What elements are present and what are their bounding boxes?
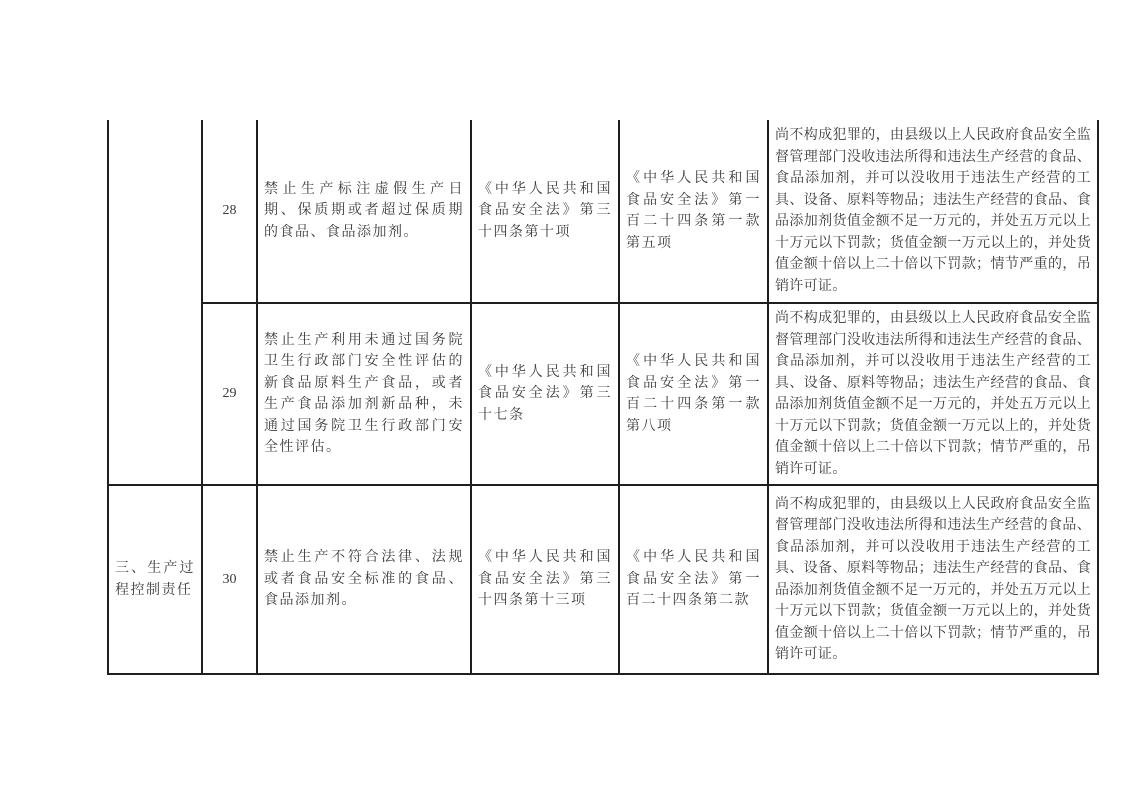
table-row-28 bbox=[108, 120, 1098, 303]
table-row-30 bbox=[108, 485, 1098, 674]
penalty-basis-cell: 《中华人民共和国食品安全法》第一百二十四条第一款第八项 bbox=[619, 303, 768, 485]
penalty-content-cell: 尚不构成犯罪的，由县级以上人民政府食品安全监督管理部门没收违法所得和违法生产经营的食品、食品添加剂，并可以没收用于违法生产经营的工具、设备、原料等物品；违法生产经营的食品、食品添加剂货值金额不足一万元的，并处五万元以上十万元以下罚款；货值金额一万元以上的，并处货值金额十倍以上二十倍以下罚款；情节严重的，吊销许可证。 bbox=[768, 485, 1098, 674]
violation-basis-cell: 《中华人民共和国食品安全法》第三十四条第十项 bbox=[471, 120, 619, 303]
prohibition-cell: 禁止生产利用未通过国务院卫生行政部门安全性评估的新食品原料生产食品，或者生产食品添加剂新品种，未通过国务院卫生行政部门安全性评估。 bbox=[257, 303, 471, 485]
violation-basis-cell: 《中华人民共和国食品安全法》第三十七条 bbox=[471, 303, 619, 485]
violation-basis-cell: 《中华人民共和国食品安全法》第三十四条第十三项 bbox=[471, 485, 619, 674]
table-row-29 bbox=[108, 303, 1098, 485]
regulation-table bbox=[107, 120, 1099, 675]
row-number-cell: 28 bbox=[202, 120, 257, 303]
row-number-cell: 29 bbox=[202, 303, 257, 485]
penalty-basis-cell: 《中华人民共和国食品安全法》第一百二十四条第二款 bbox=[619, 485, 768, 674]
penalty-content-cell: 尚不构成犯罪的，由县级以上人民政府食品安全监督管理部门没收违法所得和违法生产经营的食品、食品添加剂，并可以没收用于违法生产经营的工具、设备、原料等物品；违法生产经营的食品、食品添加剂货值金额不足一万元的，并处五万元以上十万元以下罚款；货值金额一万元以上的，并处货值金额十倍以上二十倍以下罚款；情节严重的，吊销许可证。 bbox=[768, 303, 1098, 485]
row-number-cell: 30 bbox=[202, 485, 257, 674]
prohibition-cell: 禁止生产标注虚假生产日期、保质期或者超过保质期的食品、食品添加剂。 bbox=[257, 120, 471, 303]
prohibition-cell: 禁止生产不符合法律、法规或者食品安全标准的食品、食品添加剂。 bbox=[257, 485, 471, 674]
category-cell: 三、生产过程控制责任 bbox=[108, 485, 202, 674]
penalty-basis-cell: 《中华人民共和国食品安全法》第一百二十四条第一款第五项 bbox=[619, 120, 768, 303]
category-cell-empty bbox=[108, 120, 202, 485]
penalty-content-cell: 尚不构成犯罪的，由县级以上人民政府食品安全监督管理部门没收违法所得和违法生产经营的食品、食品添加剂，并可以没收用于违法生产经营的工具、设备、原料等物品；违法生产经营的食品、食品添加剂货值金额不足一万元的，并处五万元以上十万元以下罚款；货值金额一万元以上的，并处货值金额十倍以上二十倍以下罚款；情节严重的，吊销许可证。 bbox=[768, 120, 1098, 303]
